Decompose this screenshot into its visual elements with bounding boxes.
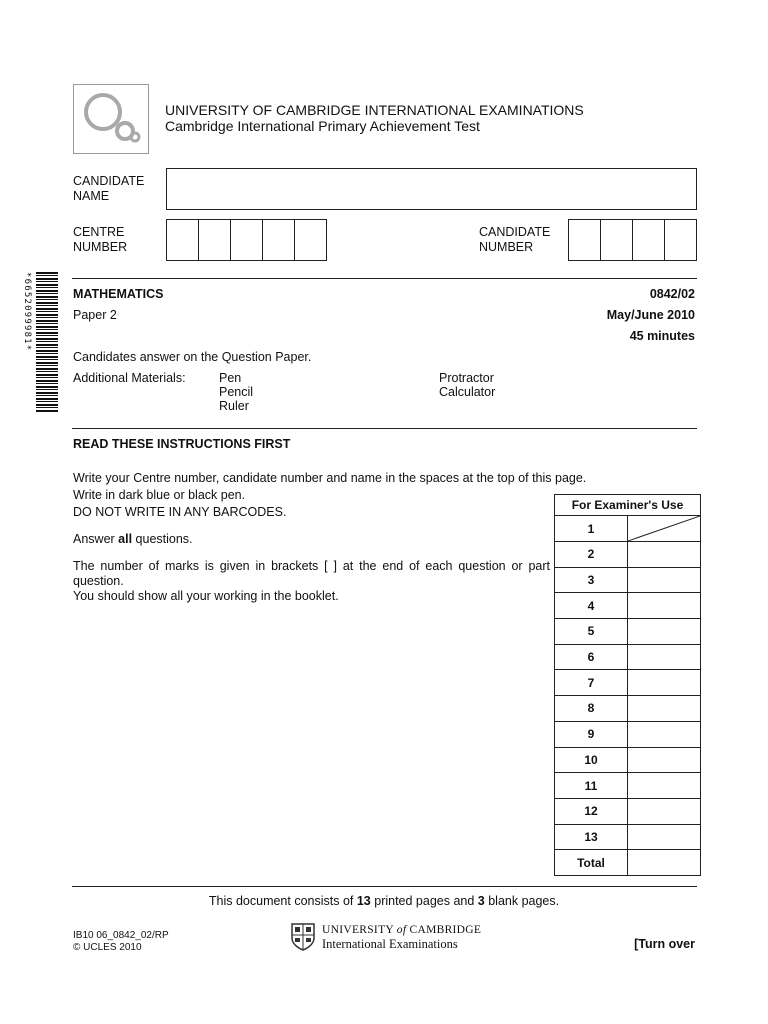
instructions-heading: READ THESE INSTRUCTIONS FIRST [73, 437, 291, 451]
test-name: Cambridge International Primary Achievement Test [165, 118, 480, 134]
mark-cell[interactable] [628, 798, 701, 824]
diagonal-line-icon [628, 516, 700, 541]
digit-cell[interactable] [633, 220, 665, 260]
footer-code: IB10 06_0842_02/RP © UCLES 2010 [73, 930, 169, 953]
digit-cell[interactable] [231, 220, 263, 260]
materials-list-2: Protractor Calculator [439, 371, 496, 399]
barcode [22, 272, 62, 412]
materials-list: Pen Pencil Ruler [219, 371, 254, 413]
total-label: Total [555, 850, 628, 876]
question-number: 2 [555, 542, 628, 568]
cambridge-logo: UNIVERSITY of CAMBRIDGE International Examinations [290, 922, 481, 952]
instruction-answer: Answer all questions. [73, 532, 193, 546]
question-number: 12 [555, 798, 628, 824]
digit-cell[interactable] [263, 220, 295, 260]
materials-label: Additional Materials: [73, 371, 186, 385]
instruction-working: You should show all your working in the booklet. [73, 589, 339, 603]
mark-cell-diagonal [628, 516, 701, 542]
organization-title: UNIVERSITY OF CAMBRIDGE INTERNATIONAL EXAMINATIONS [165, 102, 584, 118]
mark-cell[interactable] [628, 747, 701, 773]
paper-number: Paper 2 [73, 308, 117, 322]
answer-note: Candidates answer on the Question Paper. [73, 350, 312, 364]
duration: 45 minutes [629, 329, 695, 343]
question-number: 7 [555, 670, 628, 696]
digit-cell[interactable] [601, 220, 633, 260]
question-number: 8 [555, 696, 628, 722]
question-number: 4 [555, 593, 628, 619]
centre-number-label: CENTRE NUMBER [73, 225, 128, 254]
digit-cell[interactable] [665, 220, 696, 260]
digit-cell[interactable] [295, 220, 326, 260]
instruction-line: DO NOT WRITE IN ANY BARCODES. [73, 505, 287, 519]
mark-cell[interactable] [628, 619, 701, 645]
centre-number-field[interactable] [166, 219, 327, 261]
mark-cell[interactable] [628, 721, 701, 747]
subject: MATHEMATICS [73, 287, 164, 301]
mark-cell[interactable] [628, 644, 701, 670]
examiner-table-title: For Examiner's Use [555, 495, 701, 516]
divider [72, 278, 697, 279]
total-mark-cell[interactable] [628, 850, 701, 876]
question-number: 9 [555, 721, 628, 747]
question-number: 3 [555, 567, 628, 593]
mark-cell[interactable] [628, 824, 701, 850]
session: May/June 2010 [606, 308, 695, 322]
logo [73, 84, 149, 154]
question-number: 5 [555, 619, 628, 645]
divider [72, 886, 697, 887]
document-pages-note: This document consists of 13 printed pages and 3 blank pages. [208, 894, 560, 908]
mark-cell[interactable] [628, 542, 701, 568]
logo-circles-icon [74, 85, 148, 153]
instruction-marks: The number of marks is given in brackets [ ] at the end of each question or part question. [73, 559, 550, 588]
digit-cell[interactable] [199, 220, 231, 260]
mark-cell[interactable] [628, 773, 701, 799]
question-number: 6 [555, 644, 628, 670]
digit-cell[interactable] [569, 220, 601, 260]
question-number: 13 [555, 824, 628, 850]
barcode-text: *6652099981* [22, 272, 32, 352]
question-number: 10 [555, 747, 628, 773]
turn-over: [Turn over [634, 937, 695, 951]
question-number: 1 [555, 516, 628, 542]
paper-code: 0842/02 [649, 287, 695, 301]
candidate-name-field[interactable] [166, 168, 697, 210]
mark-cell[interactable] [628, 593, 701, 619]
digit-cell[interactable] [167, 220, 199, 260]
instruction-line: Write in dark blue or black pen. [73, 488, 246, 502]
candidate-number-field[interactable] [568, 219, 697, 261]
mark-cell[interactable] [628, 696, 701, 722]
question-number: 11 [555, 773, 628, 799]
candidate-name-label: CANDIDATE NAME [73, 174, 145, 203]
instruction-line: Write your Centre number, candidate number and name in the spaces at the top of this page. [73, 471, 587, 485]
mark-cell[interactable] [628, 670, 701, 696]
divider [72, 428, 697, 429]
examiner-use-table [554, 494, 701, 876]
barcode-bars [36, 272, 58, 412]
cambridge-crest-icon [290, 922, 316, 952]
mark-cell[interactable] [628, 567, 701, 593]
candidate-number-label: CANDIDATE NUMBER [479, 225, 551, 254]
